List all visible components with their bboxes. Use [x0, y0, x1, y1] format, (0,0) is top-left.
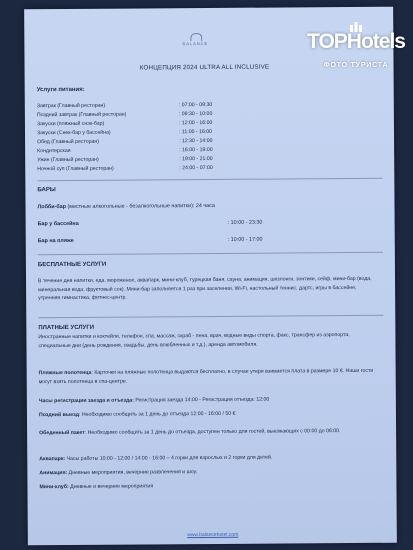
late-checkout-paragraph [39, 409, 379, 420]
beach-bar-row [37, 236, 368, 245]
section-divider [38, 315, 383, 318]
document-page [24, 7, 397, 546]
miniclub-label: Мини-клуб: [39, 483, 69, 491]
lobby-bar-desc: (местные алкогольные - безалкогольные напитки): 24 часа [65, 202, 215, 211]
meals-heading: Услуги питания: [36, 86, 85, 94]
meal-name: Обед (Главный ресторан) [37, 138, 100, 146]
meal-time: : 07:00 - 09:30 [178, 101, 213, 109]
free-services-text: В течение дня напитки, еда, мороженое, аквапарк, мини-клуб, турецкая баня, сауна, анимация, шезлонги, зонтики, сейф, мини-бар (вода, минеральная вода, фруктовый сок). Мини-бар заполняется 1 раз при заселении, Wi-Fi, настольный теннис, дартс, игры в бассейне, утренняя гимнастика, фитнес-центр. [38, 275, 372, 302]
lunch-box-label: Обеденный пакет [39, 429, 85, 437]
page-title: КОНЦЕПЦИЯ 2024 ULTRA ALL INCLUSIVE [139, 63, 270, 72]
meal-time: : 19:00 - 21:00 [179, 155, 213, 163]
lunch-box-text: : Необходимо сообщить за 1 день до отъезда, доступен только для гостей, выезжающих с 00:00 до 06:00. [84, 428, 341, 436]
meal-time: : 16:00 - 19:00 [179, 146, 213, 154]
hotel-logo-icon [190, 33, 202, 41]
beach-towels-paragraph [39, 367, 379, 387]
meal-name: Завтрак (Главный ресторан) [36, 102, 106, 110]
pool-bar-label: Бар у бассейна [37, 220, 79, 228]
meal-name: Закуски (пляжный снэк-бар) [36, 120, 105, 128]
meal-name: Закуски (Снек-бар у бассейна) [36, 129, 111, 137]
meal-name: Кондитерская [37, 147, 71, 155]
beach-towels-text: : Карточки на пляжные полотенца выдаются бесплатно, в случае утери взимается плата в размере 10 €. Наши гости могут взять полотенца в спа-центре. [38, 367, 374, 385]
paid-services-text: Иностранные напитки и коктейли, телефон, спа, массаж, скраб - пена, врач, водные виды спорта, факс, трансфер из аэропорта, специальные дни (день рождения, свадьбы, день влюбленных и т.д.), аренда автомобиля. [38, 332, 350, 349]
late-checkout-text: : Необходимо сообщить за 1 день до отъезда 12:00 - 16:00 / 50 € [78, 410, 236, 418]
miniclub-text: Дневные и вечерние мероприятия [68, 483, 154, 490]
meal-row [37, 164, 337, 175]
animation-label: Анимация: [39, 470, 68, 477]
animation-text: Дневные мероприятия, вечерние развлечения и шоу. [67, 469, 198, 477]
beach-bar-time: : 10:00 - 17:00 [227, 236, 263, 243]
meal-time: : 11:00 - 16:00 [178, 128, 213, 136]
aquapark-text: Часы работы 10:00 - 12:00 / 14:00 - 16:00 – 4 горки для взрослых и 2 горки для детей. [65, 454, 273, 463]
meal-name: Поздний завтрак (Главный ресторан) [36, 111, 127, 119]
aquapark-paragraph [39, 453, 379, 464]
tophotels-watermark [305, 20, 407, 78]
beach-towels-label: Пляжные полотенца [38, 369, 92, 377]
miniclub-paragraph [39, 481, 379, 492]
meal-time: : 12:30 - 14:00 [179, 137, 213, 145]
checkin-paragraph [39, 395, 379, 406]
bars-heading: БАРЫ [37, 187, 56, 194]
meal-name: Ночной суп (Главный ресторан) [37, 165, 114, 173]
aquapark-label: Аквапарк: [39, 456, 66, 463]
paid-services-heading: ПЛАТНЫЕ УСЛУГИ [38, 324, 95, 332]
meal-time: : 09:30 - 10:00 [178, 110, 213, 118]
animation-paragraph [39, 467, 379, 478]
lobby-bar-row [37, 202, 377, 210]
pool-bar-row [37, 219, 368, 228]
meal-time: : 24:00 - 07:00 [179, 164, 213, 172]
pool-bar-time: : 10:00 - 23:30 [227, 219, 263, 226]
free-services-heading: БЕСПЛАТНЫЕ УСЛУГИ [37, 261, 107, 269]
beach-bar-label: Бар на пляже [37, 237, 74, 245]
section-divider [38, 252, 383, 255]
checkin-text: Регистрация заезда 14:00 - Регистрация отъезда: 12:00 [133, 396, 270, 404]
hotel-logo: BALANCE [182, 41, 209, 47]
watermark-subtitle: ФОТО ТУРИСТА [323, 62, 389, 69]
meal-name: Ужин (Главный ресторан) [37, 156, 99, 164]
watermark-brand: TOPHotels [307, 30, 405, 53]
lobby-bar-label: Лобби-бар [37, 204, 67, 211]
lunch-box-paragraph [39, 427, 379, 438]
meal-time: : 12:00 - 16:00 [178, 119, 213, 127]
section-divider [37, 178, 382, 181]
checkin-label: Часы регистрации заезда и отъезда: [38, 397, 134, 405]
late-checkout-label: Поздний выезд [38, 411, 80, 419]
hotel-website-link[interactable]: www.balancehotel.com [187, 531, 239, 539]
